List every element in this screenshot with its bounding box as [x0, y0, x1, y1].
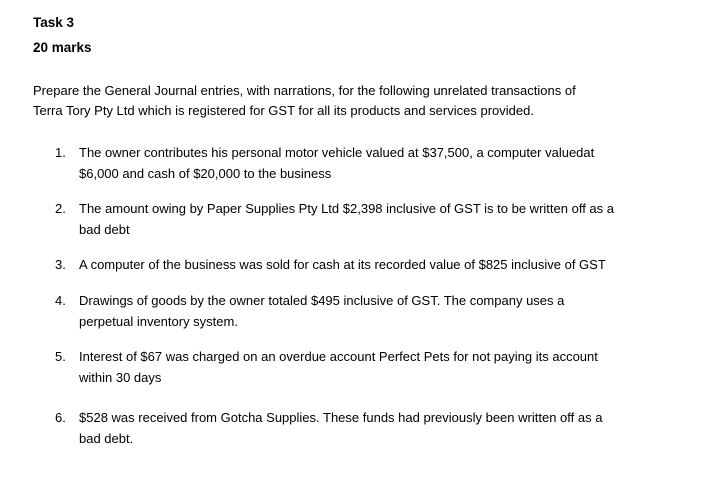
item-line: $6,000 and cash of $20,000 to the business: [79, 165, 332, 181]
item-line: $528 was received from Gotcha Supplies. These funds had previously been written off as a: [79, 410, 603, 425]
item-line: Drawings of goods by the owner totaled $495 inclusive of GST. The company uses a: [79, 293, 565, 308]
item-number: 1.: [55, 145, 66, 160]
intro-line: Prepare the General Journal entries, with narrations, for the following unrelated transactions of: [33, 83, 576, 98]
item-text: [79, 143, 649, 184]
task-marks: 20 marks: [33, 40, 92, 55]
item-text: [79, 255, 649, 276]
item-text: [79, 199, 649, 240]
item-text: [79, 347, 649, 388]
item-number: 3.: [55, 257, 66, 272]
item-text: [79, 408, 649, 449]
item-line: bad debt: [79, 221, 130, 237]
intro-line: Terra Tory Pty Ltd which is registered for GST for all its products and services provided.: [33, 103, 534, 118]
item-text: [79, 291, 649, 332]
intro-paragraph: [33, 81, 673, 121]
item-line: A computer of the business was sold for cash at its recorded value of $825 inclusive of GST: [79, 257, 606, 272]
task-title: Task 3: [33, 15, 75, 30]
item-line: bad debt.: [79, 430, 134, 446]
item-line: Interest of $67 was charged on an overdue account Perfect Pets for not paying its account: [79, 349, 598, 364]
item-number: 6.: [55, 410, 66, 425]
item-line: perpetual inventory system.: [79, 313, 238, 329]
item-number: 5.: [55, 349, 66, 364]
item-line: The amount owing by Paper Supplies Pty Ltd $2,398 inclusive of GST is to be written off as a: [79, 201, 614, 216]
item-line: within 30 days: [79, 369, 162, 385]
item-number: 4.: [55, 293, 66, 308]
item-line: The owner contributes his personal motor vehicle valued at $37,500, a computer valuedat: [79, 145, 595, 160]
item-number: 2.: [55, 201, 66, 216]
